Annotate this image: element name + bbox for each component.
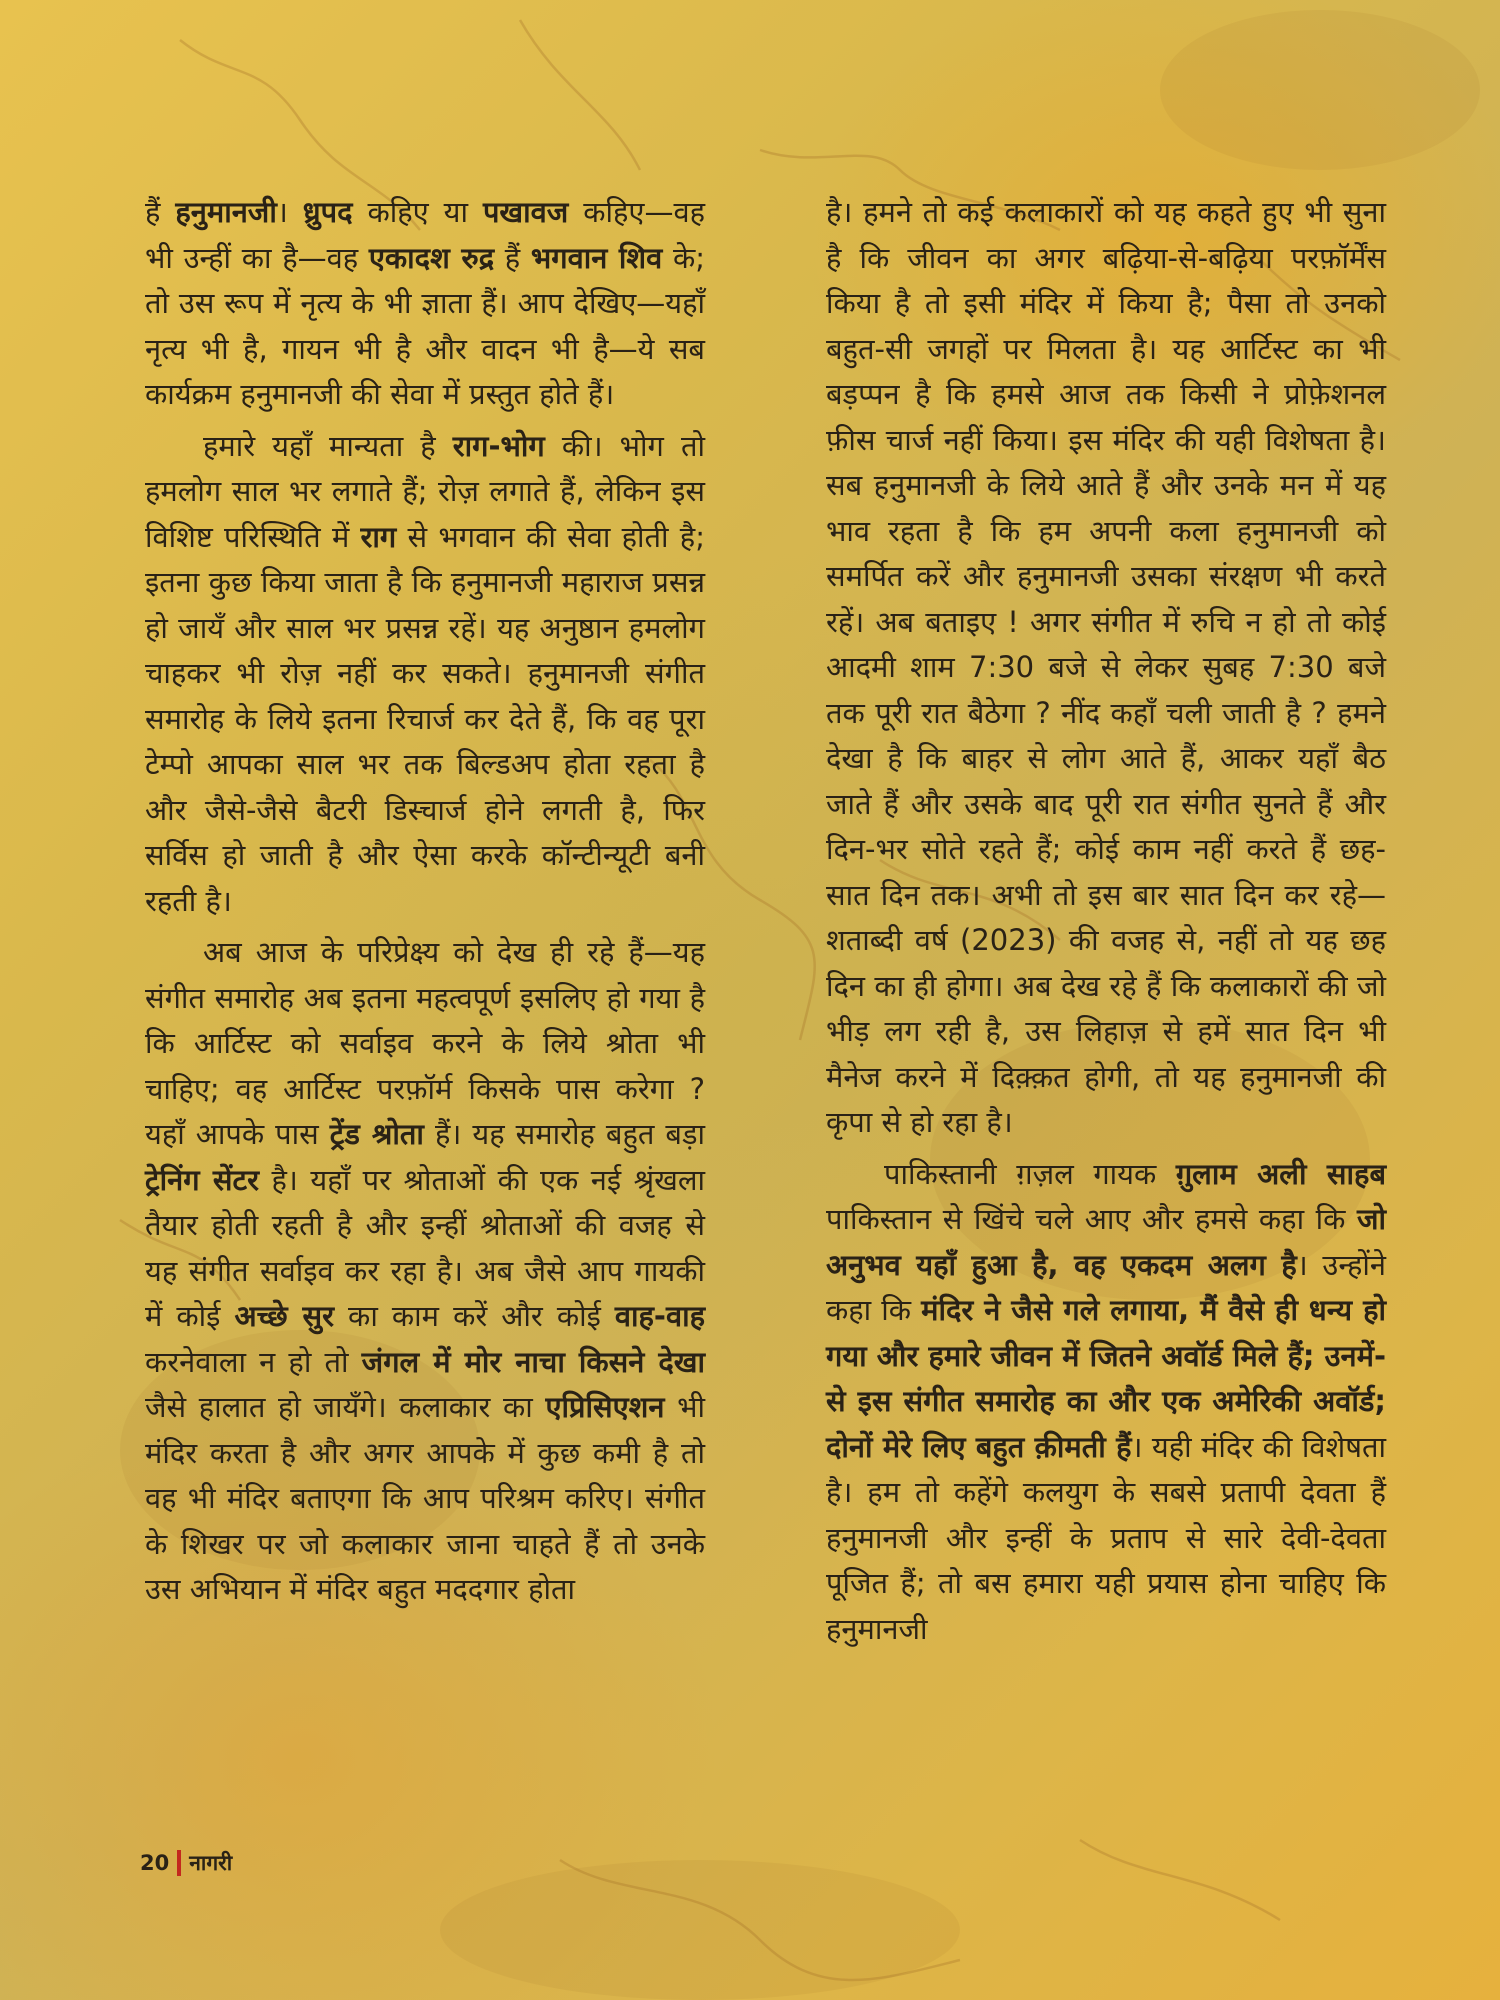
text-run: । <box>276 195 303 229</box>
text-run: हमारे यहाँ मान्यता है <box>203 428 453 463</box>
bold-text: ग़ुलाम अली साहब <box>1175 1156 1387 1191</box>
right-column <box>826 190 1386 1658</box>
footer-divider <box>177 1850 181 1876</box>
bold-text: ध्रुपद <box>302 195 353 229</box>
bold-text: जो अनुभव यहाँ हुआ है, वह एकदम अलग है <box>826 1202 1386 1282</box>
text-run: करनेवाला न हो तो <box>145 1344 362 1379</box>
text-run: हैं। यह समारोह बहुत बड़ा <box>423 1117 705 1151</box>
bold-text: राग <box>360 519 397 554</box>
text-run: कहिए—वह भी उन्हीं का है—वह <box>145 195 705 275</box>
text-run: है। यहाँ पर श्रोताओं की एक नई श्रृंखला तैयार होती रहती है और इन्हीं श्रोताओं की वजह से यह संगीत सर्वाइव कर रहा है। अब जैसे आप गायकी में कोई <box>145 1162 705 1333</box>
text-run: कहिए या <box>352 195 483 229</box>
text-run: अब आज के परिप्रेक्ष्य को देख ही रहे हैं—यह संगीत समारोह अब इतना महत्वपूर्ण इसलिए हो गया है कि आर्टिस्ट को सर्वाइव करने के लिये श्रोता भी चाहिए; वह आर्टिस्ट परफ़ॉर्म किसके पास करेगा ? यहाँ आपके पास <box>145 935 705 1151</box>
bold-text: ट्रेनिंग सेंटर <box>145 1162 260 1197</box>
text-run: से भगवान की सेवा होती है; इतना कुछ किया जाता है कि हनुमानजी महाराज प्रसन्न हो जायँ और साल भर प्रसन्न रहें। यह अनुष्ठान हमलोग चाहकर भी रोज़ नहीं कर सकते। हनुमानजी संगीत समारोह के लिये इतना रिचार्ज कर देते हैं, कि वह पूरा टेम्पो आपका साल भर तक बिल्डअप होता रहता है और जैसे-जैसे बैटरी डिस्चार्ज होने लगती है, फिर सर्विस हो जाती है और ऐसा करके कॉन्टीन्यूटी बनी रहती है। <box>145 519 705 918</box>
bold-text: भगवान शिव <box>530 240 663 275</box>
text-run: हैं <box>494 240 531 275</box>
text-run: हैं <box>145 195 176 229</box>
bold-text: राग-भोग <box>452 428 545 463</box>
bold-text: अच्छे सुर <box>234 1299 335 1333</box>
text-run: पाकिस्तान से खिंचे चले आए और हमसे कहा कि <box>826 1202 1357 1236</box>
paragraph <box>145 190 705 418</box>
text-run: पाकिस्तानी ग़ज़ल गायक <box>884 1156 1176 1191</box>
bold-text: एप्रिसिएशन <box>545 1390 665 1424</box>
text-run: है। हमने तो कई कलाकारों को यह कहते हुए भी सुना है कि जीवन का अगर बढ़िया-से-बढ़िया परफ़ॉर्मेंस किया है तो इसी मंदिर में किया है; पैसा तो उनको बहुत-सी जगहों पर मिलता है। यह आर्टिस्ट का भी बड़प्पन है कि हमसे आज तक किसी ने प्रोफ़ेशनल फ़ीस चार्ज नहीं किया। इस मंदिर की यही विशेषता है। सब हनुमानजी के लिये आते हैं और उनके मन में यह भाव रहता है कि हम अपनी कला हनुमानजी को समर्पित करें और हनुमानजी उसका संरक्षण भी करते रहें। अब बताइए ! अगर संगीत में रुचि न हो तो कोई आदमी शाम 7:30 बजे से लेकर सुबह 7:30 बजे तक पूरी रात बैठेगा ? नींद कहाँ चली जाती है ? हमने देखा है कि बाहर से लोग आते हैं, आकर यहाँ बैठ जाते हैं और उसके बाद पूरी रात संगीत सुनते हैं और दिन-भर सोते रहते हैं; कोई काम नहीं करते हैं छह-सात दिन तक। अभी तो इस बार सात दिन कर रहे—शताब्दी वर्ष (2023) की वजह से, नहीं तो यह छह दिन का ही होगा। अब देख रहे हैं कि कलाकारों की जो भीड़ लग रही है, उस लिहाज़ से हमें सात दिन भी मैनेज करने में दिक़्क़त होगी, तो यह हनुमानजी की कृपा से हो रहा है। <box>826 195 1386 1139</box>
bold-text: ट्रेंड श्रोता <box>329 1117 424 1151</box>
bold-text: हनुमानजी <box>175 195 277 229</box>
paragraph <box>826 190 1386 1146</box>
text-run: का काम करें और कोई <box>334 1299 615 1333</box>
page-number: 20 <box>140 1851 170 1875</box>
bold-text: मंदिर ने जैसे गले लगाया, मैं वैसे ही धन्य हो गया और हमारे जीवन में जितने अवॉर्ड मिले हैं; उनमें-से इस संगीत समारोह का और एक अमेरिकी अवॉर्ड; दोनों मेरे लिए बहुत क़ीमती हैं <box>826 1293 1386 1464</box>
paragraph <box>145 930 705 1613</box>
text-run: भी मंदिर करता है और अगर आपके में कुछ कमी है तो वह भी मंदिर बताएगा कि आप परिश्रम करिए। संगीत के शिखर पर जो कलाकार जाना चाहते हैं तो उनके उस अभियान में मंदिर बहुत मददगार होता <box>145 1390 705 1606</box>
bold-text: वाह-वाह <box>614 1299 705 1333</box>
magazine-name: नागरी <box>189 1851 233 1875</box>
text-run: जैसे हालात हो जायँगे। कलाकार का <box>145 1390 546 1424</box>
left-column <box>145 190 705 1619</box>
text-run: की। भोग तो हमलोग साल भर लगाते हैं; रोज़ लगाते हैं, लेकिन इस विशिष्ट परिस्थिति में <box>145 428 705 554</box>
paragraph <box>826 1152 1386 1653</box>
page-footer <box>140 1849 232 1877</box>
text-run: के; तो उस रूप में नृत्य के भी ज्ञाता हैं। आप देखिए—यहाँ नृत्य भी है, गायन भी है और वादन भी है—ये सब कार्यक्रम हनुमानजी की सेवा में प्रस्तुत होते हैं। <box>145 240 705 411</box>
text-run: । उन्होंने कहा कि <box>826 1247 1386 1327</box>
paragraph <box>145 424 705 925</box>
bold-text: जंगल में मोर नाचा किसने देखा <box>361 1344 705 1379</box>
text-run: । यही मंदिर की विशेषता है। हम तो कहेंगे कलयुग के सबसे प्रतापी देवता हैं हनुमानजी और इन्हीं के प्रताप से सारे देवी-देवता पूजित हैं; तो बस हमारा यही प्रयास होना चाहिए कि हनुमानजी <box>826 1429 1386 1646</box>
bold-text: एकादश रुद्र <box>368 240 495 275</box>
bold-text: पखावज <box>482 195 569 229</box>
